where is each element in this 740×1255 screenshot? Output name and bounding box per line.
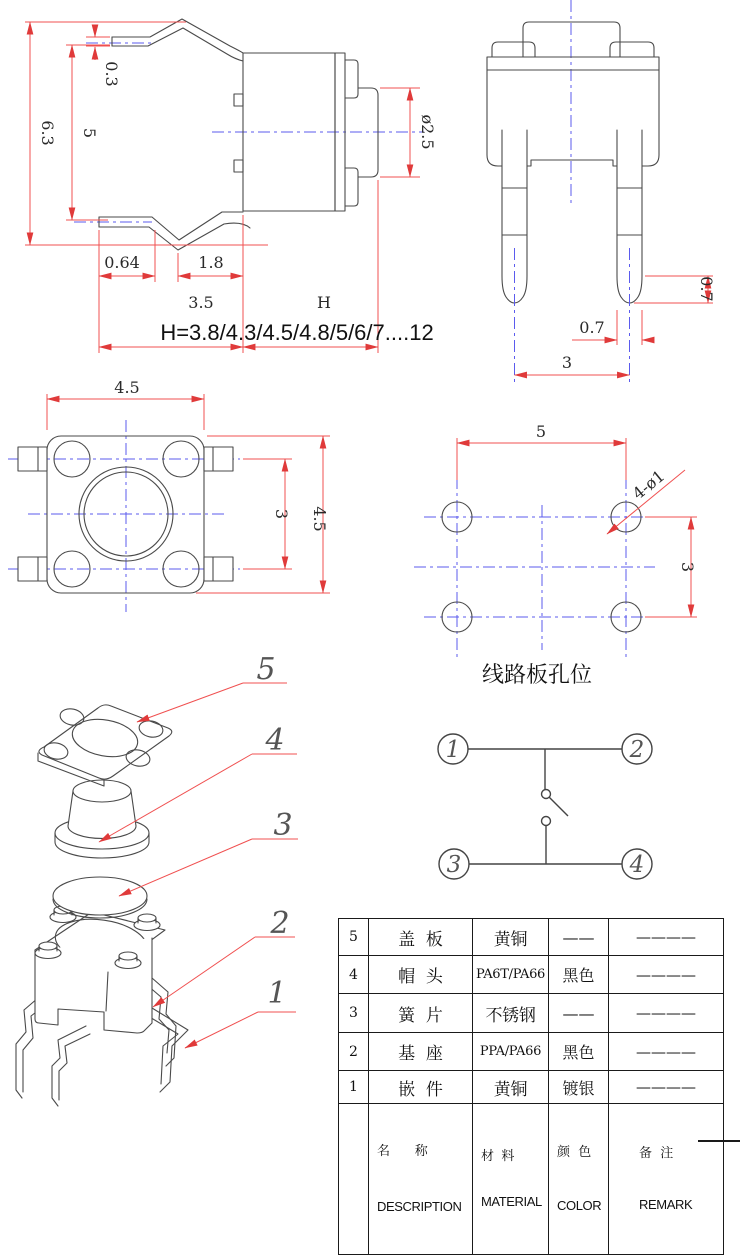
terminal-3: 3 bbox=[446, 852, 462, 878]
header-remark bbox=[609, 1104, 724, 1255]
header-description-en: DESCRIPTION bbox=[377, 1199, 462, 1214]
header-remark-cn: 备 注 bbox=[639, 1146, 674, 1161]
header-remark-en: REMARK bbox=[639, 1197, 693, 1212]
dim-H: H bbox=[317, 293, 331, 312]
stem-shoulder bbox=[345, 168, 358, 206]
leader-line bbox=[185, 1012, 258, 1048]
dim-dia-2-5: ø2.5 bbox=[418, 114, 437, 150]
part-remark: ———— bbox=[609, 919, 724, 956]
dim-1-8: 1.8 bbox=[198, 253, 224, 272]
tab bbox=[204, 557, 233, 581]
dim-5: 5 bbox=[80, 127, 99, 139]
part-color: —— bbox=[549, 994, 609, 1033]
top-lead bbox=[112, 28, 243, 61]
cover-claw bbox=[234, 94, 243, 106]
dim-pin-width: 0.7 bbox=[579, 318, 605, 337]
part-no: 1 bbox=[339, 1071, 369, 1104]
item-number-5: 5 bbox=[256, 652, 276, 687]
part-cap bbox=[55, 780, 149, 858]
height-options-note: H=3.8/4.3/4.5/4.8/5/6/7....12 bbox=[160, 320, 434, 345]
header-color-en: COLOR bbox=[557, 1198, 602, 1213]
dim-pitch: 3 bbox=[561, 353, 573, 372]
part-base bbox=[35, 906, 165, 1033]
sheet-border-segment bbox=[698, 1140, 740, 1142]
base-post bbox=[134, 914, 160, 931]
part-name: 簧 片 bbox=[369, 994, 473, 1033]
dim-inner: 3 bbox=[272, 508, 291, 520]
part-no: 4 bbox=[339, 956, 369, 994]
cover-band bbox=[487, 57, 659, 70]
table-row bbox=[339, 919, 724, 956]
part-no: 5 bbox=[339, 919, 369, 956]
item-number-3: 3 bbox=[273, 808, 293, 843]
header-description-cn: 名 称 bbox=[377, 1144, 428, 1159]
header-material-en: MATERIAL bbox=[481, 1194, 542, 1209]
table-row bbox=[339, 994, 724, 1033]
terminal-4: 4 bbox=[629, 852, 645, 878]
part-material: PPA/PA66 bbox=[473, 1033, 549, 1071]
top-view bbox=[8, 378, 330, 612]
stem-shoulder bbox=[345, 60, 358, 98]
tab bbox=[18, 557, 47, 581]
header-material-cn: 材 料 bbox=[481, 1149, 515, 1164]
table-row bbox=[339, 1033, 724, 1071]
header-description bbox=[369, 1104, 473, 1255]
part-no: 2 bbox=[339, 1033, 369, 1071]
contact-dot bbox=[542, 817, 551, 826]
dim-6-3: 6.3 bbox=[38, 120, 57, 146]
shoulder-left bbox=[492, 42, 535, 57]
part-material: 黄铜 bbox=[473, 1071, 549, 1104]
part-name: 盖 板 bbox=[369, 919, 473, 956]
side-view bbox=[25, 19, 437, 353]
shoulder-right bbox=[610, 42, 654, 57]
terminal-1: 1 bbox=[445, 737, 461, 763]
part-color: 镀银 bbox=[549, 1071, 609, 1104]
item-number-2: 2 bbox=[270, 906, 290, 941]
terminal-2: 2 bbox=[629, 737, 645, 763]
top-lead bbox=[112, 19, 243, 53]
item-number-1: 1 bbox=[267, 976, 287, 1011]
header-material bbox=[473, 1104, 549, 1255]
pcb-hole-layout bbox=[414, 422, 697, 688]
part-material: 不锈钢 bbox=[473, 994, 549, 1033]
extension-line bbox=[457, 438, 626, 480]
part-material: 黄铜 bbox=[473, 919, 549, 956]
circuit-schematic bbox=[438, 734, 652, 879]
hole-callout: 4-ø1 bbox=[628, 466, 669, 504]
tab bbox=[204, 447, 233, 471]
dim-width: 4.5 bbox=[114, 378, 140, 397]
dim-0-64: 0.64 bbox=[104, 253, 140, 272]
part-material: PA6T/PA66 bbox=[473, 956, 549, 994]
part-remark: ———— bbox=[609, 956, 724, 994]
part-color: 黑色 bbox=[549, 1033, 609, 1071]
leader-line bbox=[153, 937, 255, 1007]
dim-height: 4.5 bbox=[310, 506, 329, 532]
front-view bbox=[487, 0, 716, 382]
dim-3-5: 3.5 bbox=[188, 293, 214, 312]
exploded-view bbox=[16, 652, 298, 1106]
part-color: 黑色 bbox=[549, 956, 609, 994]
dim-hole-pitch-x: 5 bbox=[535, 422, 547, 441]
header-color bbox=[549, 1104, 609, 1255]
header-blank bbox=[339, 1104, 369, 1255]
leader-line bbox=[119, 839, 252, 896]
part-no: 3 bbox=[339, 994, 369, 1033]
part-name: 基 座 bbox=[369, 1033, 473, 1071]
table-row bbox=[339, 956, 724, 994]
dim-hole-pitch-y: 3 bbox=[678, 561, 697, 573]
dim-tip: 0.7 bbox=[697, 276, 716, 302]
item-number-4: 4 bbox=[265, 723, 285, 758]
part-remark: ———— bbox=[609, 994, 724, 1033]
parts-table bbox=[338, 918, 724, 1255]
pcb-caption: 线路板孔位 bbox=[481, 663, 593, 688]
tab bbox=[18, 447, 47, 471]
cover-claw bbox=[234, 160, 243, 172]
part-color: —— bbox=[549, 919, 609, 956]
part-remark: ———— bbox=[609, 1033, 724, 1071]
switch-lever bbox=[549, 797, 568, 816]
part-remark: ———— bbox=[609, 1071, 724, 1104]
leader-line bbox=[137, 683, 243, 722]
part-name: 嵌 件 bbox=[369, 1071, 473, 1104]
dim-0-3: 0.3 bbox=[102, 61, 121, 87]
header-color-cn: 颜 色 bbox=[557, 1145, 592, 1160]
table-header-row bbox=[339, 1104, 724, 1255]
part-name: 帽 头 bbox=[369, 956, 473, 994]
table-row bbox=[339, 1071, 724, 1104]
